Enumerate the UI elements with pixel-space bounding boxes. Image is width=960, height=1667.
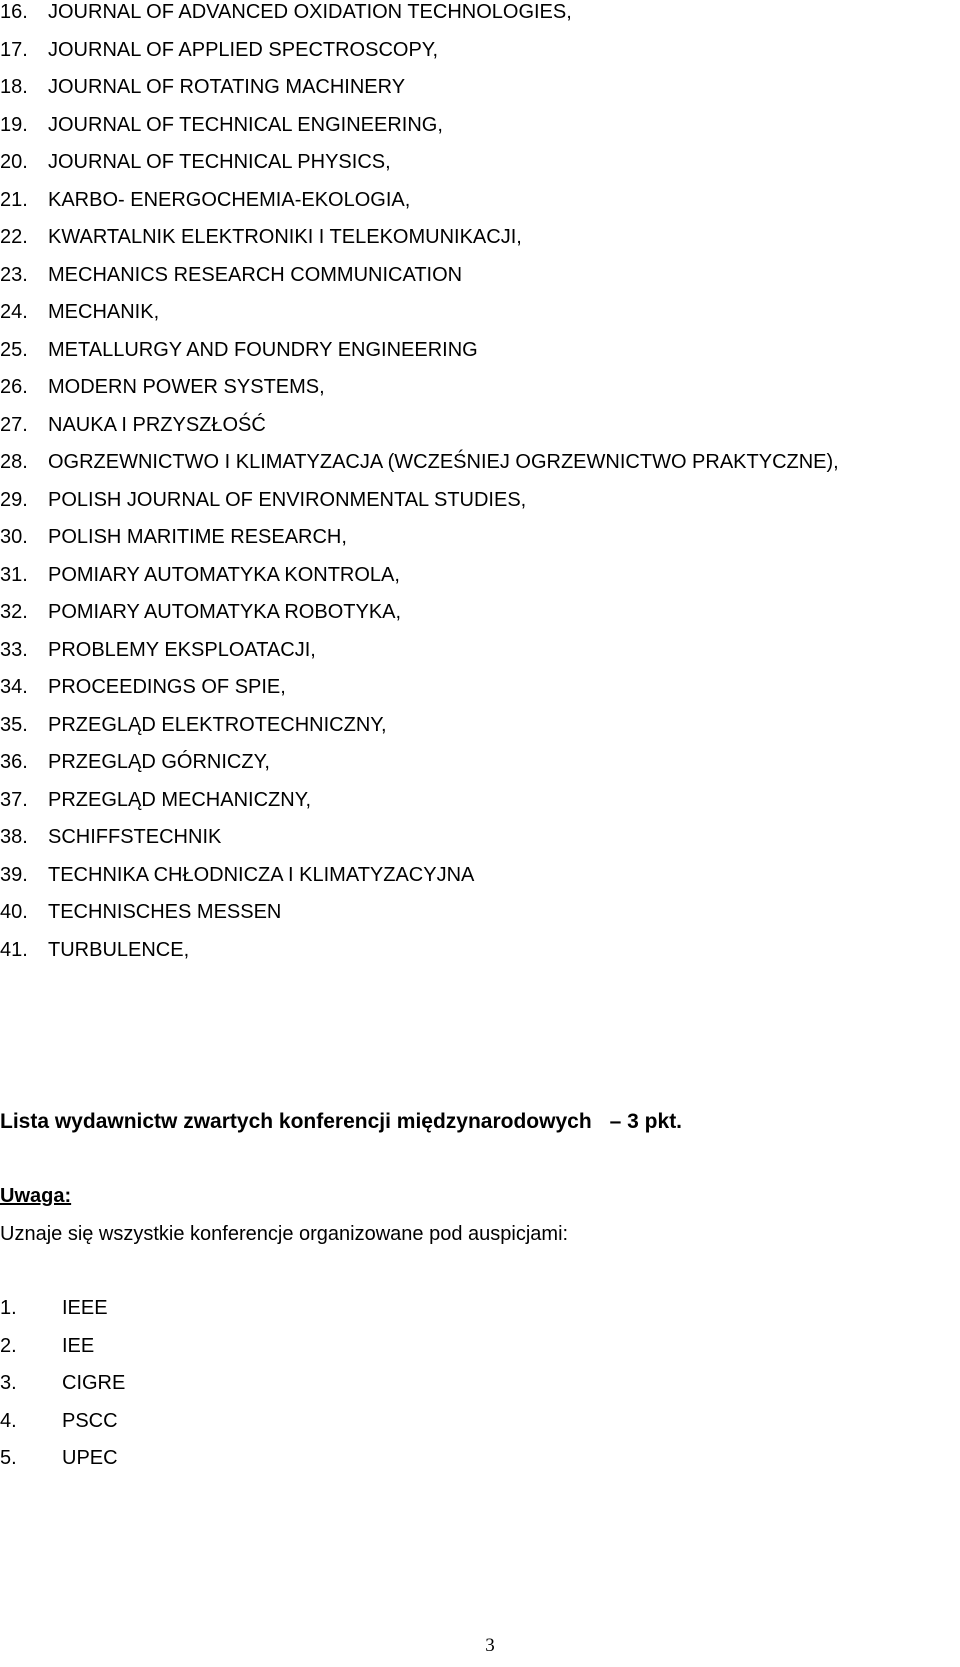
- item-title: OGRZEWNICTWO I KLIMATYZACJA (WCZEŚNIEJ OGRZEWNICTWO PRAKTYCZNE),: [48, 451, 839, 473]
- item-title: SCHIFFSTECHNIK: [48, 826, 222, 848]
- item-number: 3.: [0, 1372, 17, 1394]
- item-number: 32.: [0, 601, 28, 623]
- item-number: 33.: [0, 638, 28, 661]
- list-item: [0, 223, 839, 261]
- list-item: [0, 373, 839, 411]
- item-title: KARBO- ENERGOCHEMIA-EKOLOGIA,: [48, 188, 411, 211]
- list-item: [0, 148, 839, 186]
- item-number: 22.: [0, 226, 28, 248]
- list-item: [0, 711, 839, 749]
- item-number: 37.: [0, 788, 28, 811]
- item-number: 39.: [0, 863, 28, 886]
- list-item: [0, 861, 839, 899]
- item-title: CIGRE: [62, 1372, 126, 1394]
- item-number: 40.: [0, 901, 28, 923]
- item-title: UPEC: [62, 1447, 118, 1469]
- item-title: JOURNAL OF ROTATING MACHINERY: [48, 76, 406, 98]
- item-title: MODERN POWER SYSTEMS,: [48, 376, 325, 398]
- list-item: [0, 73, 839, 111]
- item-number: 31.: [0, 563, 28, 586]
- item-title: JOURNAL OF TECHNICAL PHYSICS,: [48, 151, 391, 173]
- item-title: KWARTALNIK ELEKTRONIKI I TELEKOMUNIKACJI,: [48, 226, 522, 248]
- item-number: 38.: [0, 826, 28, 848]
- item-number: 26.: [0, 376, 28, 398]
- item-title: POMIARY AUTOMATYKA KONTROLA,: [48, 563, 400, 586]
- note-label: Uwaga:: [0, 1185, 72, 1207]
- list-item: [0, 111, 839, 149]
- item-title: NAUKA I PRZYSZŁOŚĆ: [48, 413, 266, 436]
- item-title: PSCC: [62, 1409, 118, 1432]
- list-item: [0, 36, 839, 74]
- list-item: [0, 523, 839, 561]
- item-title: POLISH JOURNAL OF ENVIRONMENTAL STUDIES,: [48, 488, 527, 511]
- list-item: [0, 673, 839, 711]
- item-title: METALLURGY AND FOUNDRY ENGINEERING: [48, 338, 478, 361]
- list-item: [0, 448, 839, 486]
- item-title: JOURNAL OF APPLIED SPECTROSCOPY,: [48, 38, 439, 61]
- list-item: [0, 336, 839, 374]
- item-number: 5.: [0, 1447, 17, 1469]
- item-number: 1.: [0, 1297, 17, 1319]
- section-title: Lista wydawnictw zwartych konferencji międzynarodowych: [0, 1110, 592, 1133]
- item-title: JOURNAL OF TECHNICAL ENGINEERING,: [48, 113, 443, 136]
- section-heading: [0, 1108, 682, 1136]
- list-item: [0, 1332, 125, 1370]
- item-number: 28.: [0, 451, 28, 473]
- item-title: MECHANIK,: [48, 301, 160, 323]
- item-title: JOURNAL OF ADVANCED OXIDATION TECHNOLOGIES,: [48, 1, 572, 23]
- item-title: PRZEGLĄD GÓRNICZY,: [48, 751, 270, 773]
- item-number: 35.: [0, 713, 28, 736]
- item-number: 20.: [0, 151, 28, 173]
- list-item: [0, 486, 839, 524]
- item-number: 30.: [0, 526, 28, 548]
- list-item: [0, 411, 839, 449]
- item-number: 29.: [0, 488, 28, 511]
- list-item: [0, 936, 839, 974]
- list-item: [0, 823, 839, 861]
- page-number: 3: [485, 1635, 495, 1656]
- list-item: [0, 1444, 125, 1482]
- list-item: [0, 598, 839, 636]
- item-title: MECHANICS RESEARCH COMMUNICATION: [48, 263, 463, 286]
- list-item: [0, 298, 839, 336]
- item-number: 41.: [0, 938, 28, 961]
- list-item: [0, 186, 839, 224]
- item-title: PRZEGLĄD MECHANICZNY,: [48, 788, 312, 811]
- item-title: POMIARY AUTOMATYKA ROBOTYKA,: [48, 601, 402, 623]
- item-title: PROBLEMY EKSPLOATACJI,: [48, 638, 316, 661]
- list-item: [0, 1369, 125, 1407]
- item-title: TECHNIKA CHŁODNICZA I KLIMATYZACYJNA: [48, 863, 475, 886]
- list-item: [0, 561, 839, 599]
- item-title: TECHNISCHES MESSEN: [48, 901, 282, 923]
- item-number: 4.: [0, 1409, 17, 1432]
- list-item: [0, 786, 839, 824]
- list-item: [0, 636, 839, 674]
- list-item: [0, 1294, 125, 1332]
- item-number: 16.: [0, 1, 28, 23]
- item-title: PRZEGLĄD ELEKTROTECHNICZNY,: [48, 713, 387, 736]
- list-item: [0, 0, 839, 36]
- item-number: 27.: [0, 413, 28, 436]
- item-number: 21.: [0, 188, 28, 211]
- list-item: [0, 748, 839, 786]
- item-number: 18.: [0, 76, 28, 98]
- item-number: 34.: [0, 676, 28, 698]
- item-number: 23.: [0, 263, 28, 286]
- organization-list: [0, 1294, 125, 1482]
- list-item: [0, 1407, 125, 1445]
- list-item: [0, 898, 839, 936]
- item-title: PROCEEDINGS OF SPIE,: [48, 676, 286, 698]
- item-number: 36.: [0, 751, 28, 773]
- item-title: IEEE: [62, 1297, 108, 1319]
- item-number: 17.: [0, 38, 28, 61]
- item-title: POLISH MARITIME RESEARCH,: [48, 526, 347, 548]
- note-text: Uznaje się wszystkie konferencje organizowane pod auspicjami:: [0, 1223, 569, 1245]
- item-title: TURBULENCE,: [48, 938, 190, 961]
- item-number: 24.: [0, 301, 28, 323]
- item-title: IEE: [62, 1334, 95, 1357]
- item-number: 25.: [0, 338, 28, 361]
- list-item: [0, 261, 839, 299]
- item-number: 2.: [0, 1334, 17, 1357]
- item-number: 19.: [0, 113, 28, 136]
- section-points: – 3 pkt.: [609, 1110, 683, 1133]
